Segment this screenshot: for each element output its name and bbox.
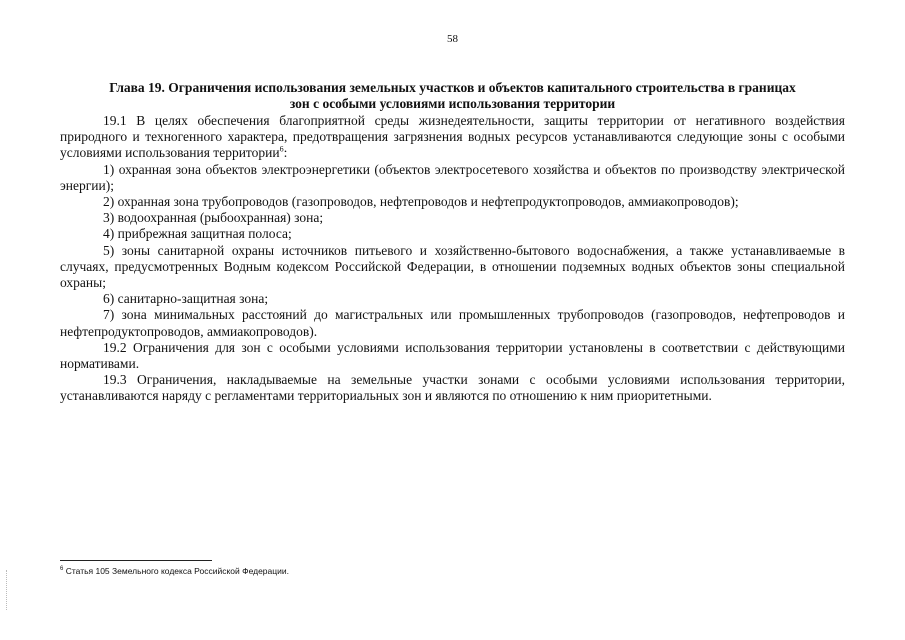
- zone-item-2: 2) охранная зона трубопроводов (газопроводов, нефтепроводов и нефтепродуктопроводов, аммиакопроводов);: [103, 194, 739, 210]
- footnote-divider: [60, 560, 212, 561]
- footnote-text: Статья 105 Земельного кодекса Российской Федерации.: [65, 566, 289, 576]
- body-text: [60, 113, 845, 405]
- zone-item-6: 6) санитарно-защитная зона;: [103, 291, 269, 307]
- footnote-reference[interactable]: 6: [279, 144, 284, 154]
- zone-item-1: 1) охранная зона объектов электроэнергетики (объектов электросетевого хозяйства и объектов по производству электрической энергии);: [60, 161, 845, 193]
- chapter-title-line-1: Глава 19. Ограничения использования земельных участков и объектов капитального строительства в границах: [109, 80, 796, 95]
- footnote-number: 6: [60, 566, 64, 573]
- zone-item-5: 5) зоны санитарной охраны источников питьевого и хозяйственно-бытового водоснабжения, а также устанавливаемые в случаях, предусмотренных Водным кодексом Российской Федерации, в отношении подземных водных объектов зоны специальной охраны;: [60, 242, 845, 291]
- footnote: [60, 566, 289, 576]
- scan-margin-marks: [6, 570, 9, 610]
- paragraph-19-3: 19.3 Ограничения, накладываемые на земельные участки зонами с особыми условиями использования территории, устанавливаются наряду с регламентами территориальных зон и являются по отношению к ним приоритетными.: [60, 372, 845, 404]
- zone-item-3: 3) водоохранная (рыбоохранная) зона;: [103, 210, 324, 226]
- paragraph-19-2: 19.2 Ограничения для зон с особыми условиями использования территории установлены в соответствии с действующими нормативами.: [60, 339, 845, 372]
- paragraph-19-1: [60, 113, 845, 162]
- zone-item-4: 4) прибрежная защитная полоса;: [103, 226, 292, 242]
- chapter-title: [60, 80, 845, 112]
- zone-item-7: 7) зона минимальных расстояний до магистральных или промышленных трубопроводов (газопроводов, нефтепроводов и нефтепродуктопроводов, аммиакопроводов).: [60, 307, 845, 339]
- page-number: 58: [447, 33, 458, 45]
- chapter-title-line-2: зон с особыми условиями использования территории: [289, 96, 616, 111]
- paragraph-19-1-text: 19.1 В целях обеспечения благоприятной среды жизнедеятельности, защиты территории от негативного воздействия природного и техногенного характера, предотвращения загрязнения водных ресурсов устанавливаются следующие зоны с особыми условиями использования территории: [60, 113, 845, 161]
- paragraph-19-1-tail: :: [283, 145, 288, 161]
